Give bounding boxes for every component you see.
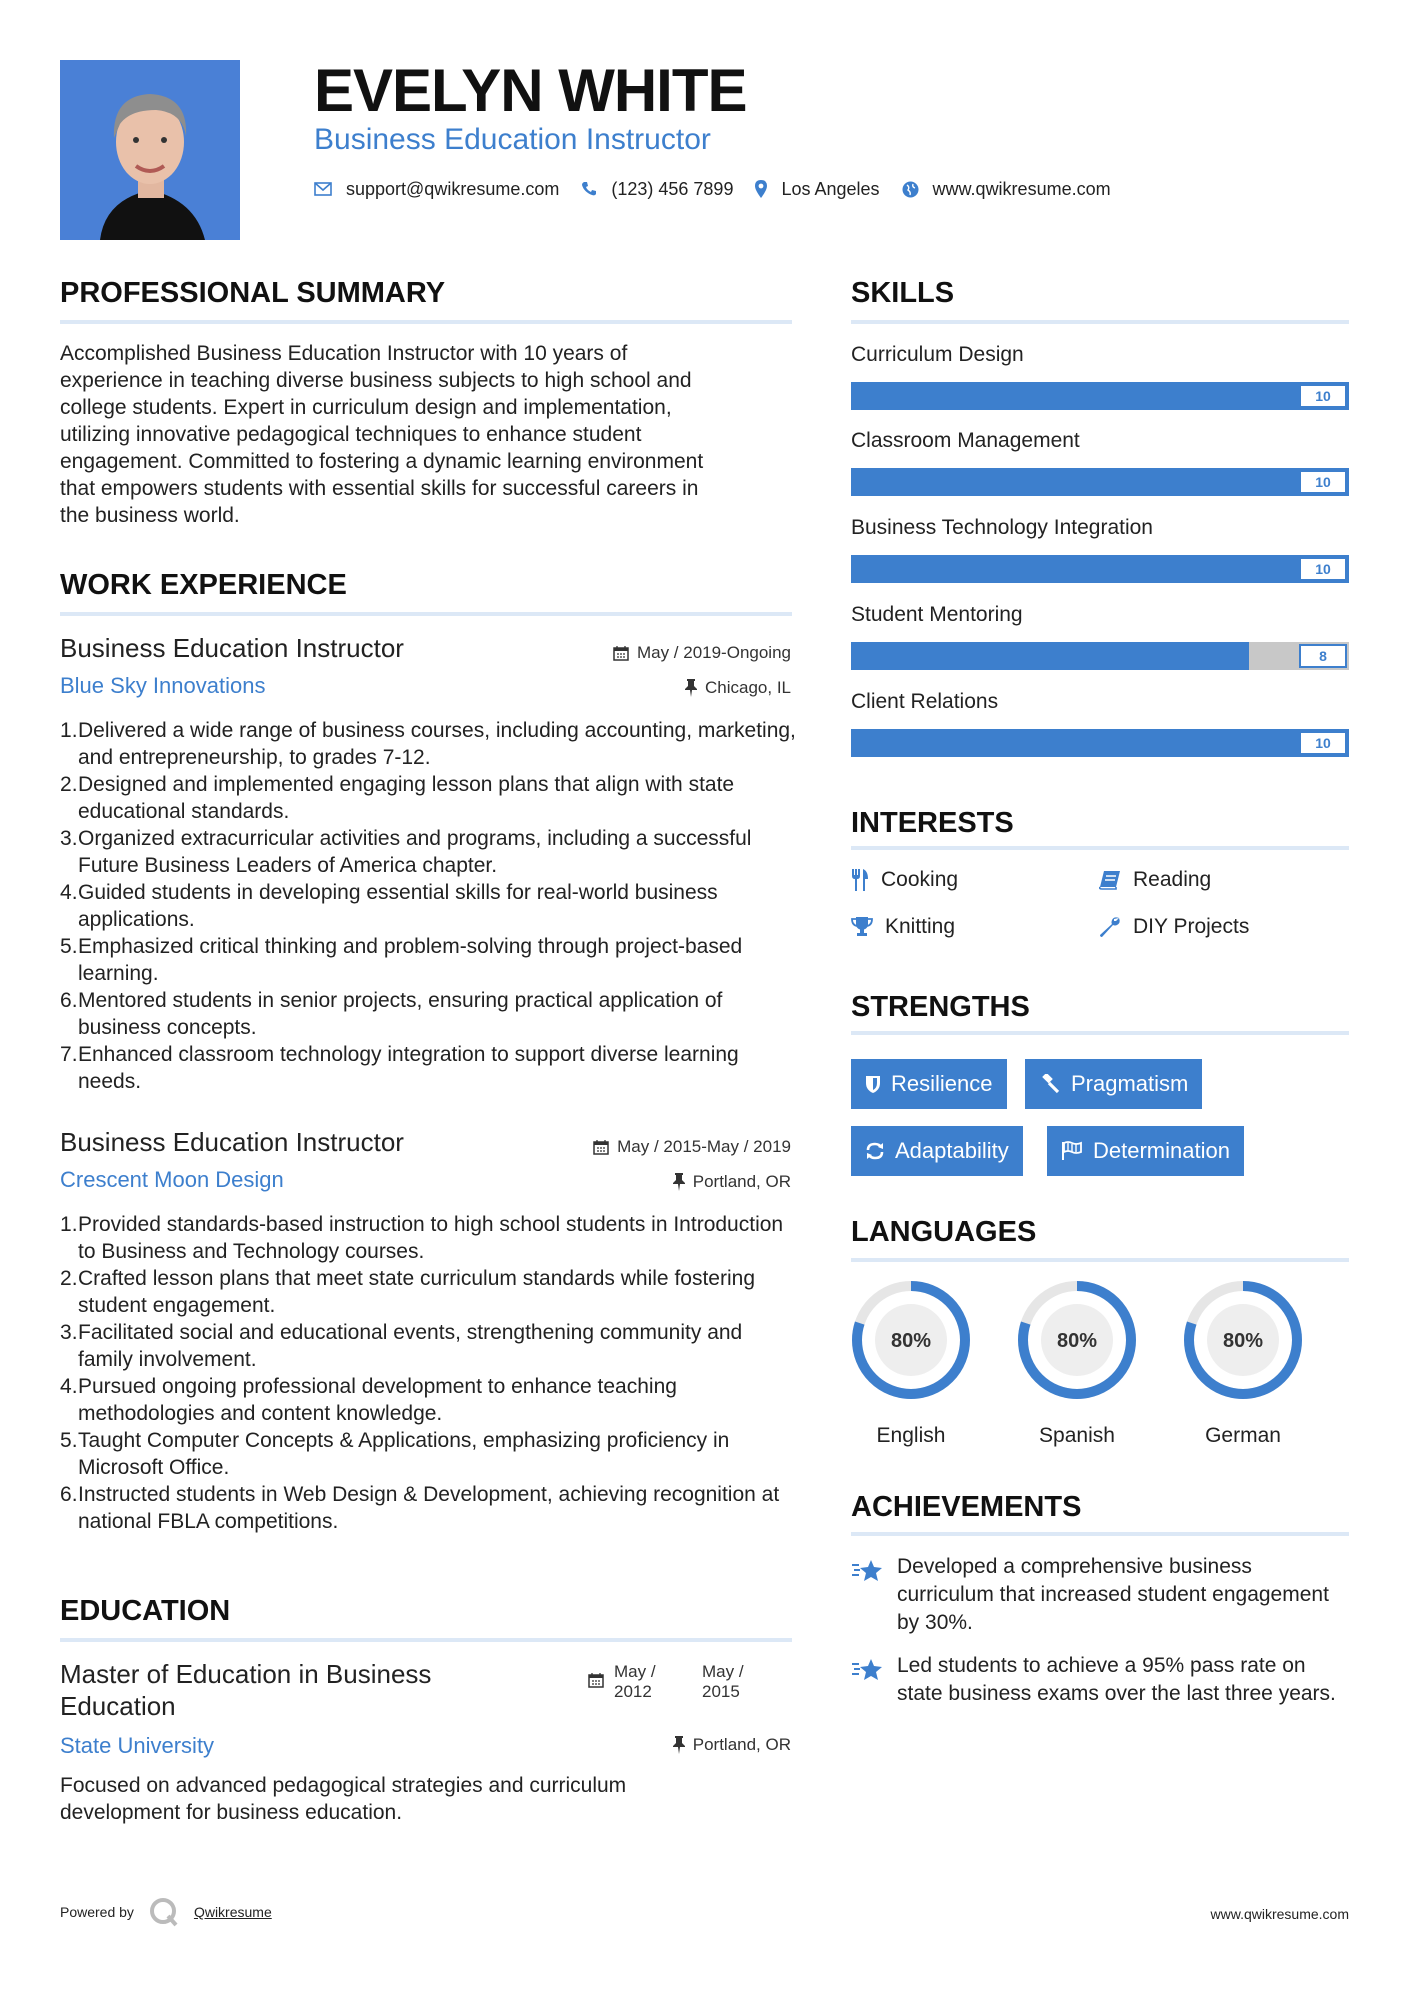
education-description [60, 1772, 800, 1826]
skill-level: 8 [1299, 644, 1347, 668]
summary-text [60, 340, 800, 529]
flag-icon [1061, 1141, 1083, 1161]
degree-line: Education [60, 1691, 176, 1721]
calendar-icon [593, 1139, 609, 1155]
strength-label: Resilience [891, 1071, 993, 1096]
experience-heading: WORK EXPERIENCE [60, 569, 347, 601]
list-item: Provided standards-based instruction to high school students in Introduction to Business and Technology courses. [78, 1213, 784, 1263]
skill-bar [851, 729, 1349, 757]
achievement-item [851, 1652, 1351, 1708]
education-end [702, 1662, 772, 1702]
strength-tag [1025, 1059, 1202, 1109]
pushpin-icon [673, 1736, 685, 1754]
shooting-star-icon [851, 1557, 883, 1583]
qwikresume-logo-icon [148, 1896, 180, 1928]
languages-rule [851, 1258, 1349, 1262]
summary-line: utilizing innovative pedagogical techniques to enhance student [60, 423, 642, 446]
achievements-rule [851, 1532, 1349, 1536]
list-item: Taught Computer Concepts & Applications, emphasizing proficiency in Microsoft Office. [78, 1429, 730, 1479]
strength-tag [1047, 1126, 1244, 1176]
education-start [614, 1662, 702, 1702]
list-item: Emphasized critical thinking and problem-solving through project-based learning. [78, 935, 743, 985]
list-item: Crafted lesson plans that meet state curriculum standards while fostering student engagement. [78, 1267, 755, 1317]
language-item [1017, 1280, 1137, 1449]
brand-link[interactable]: Qwikresume [193, 1904, 272, 1920]
contact-bar [314, 176, 1133, 202]
book-icon [1099, 870, 1121, 890]
degree-title [60, 1658, 431, 1722]
job-location-text: Chicago, IL [705, 678, 791, 697]
skill-bar-fill [851, 729, 1349, 757]
list-item: Guided students in developing essential skills for real-world business applications. [78, 881, 718, 931]
language-percent: 80% [1222, 1330, 1264, 1352]
skill-level: 10 [1299, 470, 1347, 494]
profile-photo [60, 60, 240, 240]
refresh-icon [865, 1141, 885, 1161]
end-month: May / [702, 1662, 744, 1681]
skill-name: Curriculum Design [851, 343, 1024, 366]
trophy-icon [851, 917, 873, 937]
globe-icon [902, 181, 919, 198]
list-item: Pursued ongoing professional development to enhance teaching methodologies and content knowledge. [78, 1375, 677, 1425]
contact-website[interactable] [902, 176, 1111, 202]
summary-line: experience in teaching diverse business subjects to high school and [60, 369, 692, 392]
job-date-text: May / 2015-May / 2019 [617, 1137, 791, 1156]
skill-level: 10 [1299, 731, 1347, 755]
language-percent: 80% [1056, 1330, 1098, 1352]
interest-item [1099, 914, 1249, 940]
candidate-name: EVELYN WHITE [314, 57, 747, 124]
list-item: Facilitated social and educational events, strengthening community and family involvement. [78, 1321, 743, 1371]
language-item [851, 1280, 971, 1449]
footer-powered-by [60, 1896, 272, 1928]
strength-label: Determination [1093, 1138, 1230, 1163]
description-line: development for business education. [60, 1801, 403, 1824]
contact-email[interactable] [314, 176, 559, 202]
skill-name: Business Technology Integration [851, 516, 1153, 539]
company-name: Blue Sky Innovations [60, 673, 266, 698]
email-text: support@qwikresume.com [346, 179, 560, 199]
interest-label: Knitting [885, 915, 956, 938]
footer-url[interactable]: www.qwikresume.com [1210, 1906, 1349, 1922]
strength-tag [851, 1059, 1007, 1109]
job-bullets [60, 1211, 800, 1535]
achievement-text: Led students to achieve a 95% pass rate on state business exams over the last three years. [897, 1654, 1336, 1705]
job-bullets [60, 717, 800, 1095]
job-location-text: Portland, OR [692, 1172, 791, 1191]
envelope-icon [314, 182, 332, 196]
calendar-icon [588, 1672, 604, 1688]
pushpin-icon [673, 1173, 685, 1191]
language-ring [851, 1280, 971, 1400]
language-name: English [876, 1424, 946, 1447]
skills-rule [851, 320, 1349, 324]
wrench-icon [1099, 916, 1121, 938]
strengths-heading: STRENGTHS [851, 991, 1030, 1023]
skill-level: 10 [1299, 384, 1347, 408]
skill-bar [851, 642, 1349, 670]
education-rule [60, 1638, 792, 1642]
interest-label: Cooking [881, 868, 959, 891]
utensils-icon [851, 869, 869, 891]
skill-bar [851, 468, 1349, 496]
list-item: Enhanced classroom technology integration to support diverse learning needs. [78, 1043, 739, 1093]
company-name: Crescent Moon Design [60, 1167, 284, 1192]
contact-phone[interactable] [581, 176, 733, 202]
interests-rule [851, 846, 1349, 850]
job-date [593, 1136, 791, 1158]
job-date [613, 642, 791, 664]
degree-line: Master of Education in Business [60, 1659, 432, 1689]
summary-heading: PROFESSIONAL SUMMARY [60, 277, 446, 309]
education-dates [588, 1662, 772, 1702]
skill-bar-fill [851, 382, 1349, 410]
shooting-star-icon [851, 1656, 883, 1682]
skill-bar-fill [851, 642, 1249, 670]
list-item: Delivered a wide range of business courses, including accounting, marketing, and entrepreneurship, to grades 7-12. [78, 719, 796, 769]
experience-rule [60, 612, 792, 616]
languages-heading: LANGUAGES [851, 1216, 1037, 1248]
language-percent: 80% [890, 1330, 932, 1352]
shield-icon [865, 1075, 881, 1094]
achievement-text: Developed a comprehensive business curriculum that increased student engagement by 30%. [897, 1555, 1329, 1634]
language-item [1183, 1280, 1303, 1449]
interest-item [851, 867, 958, 893]
interest-label: DIY Projects [1133, 915, 1250, 938]
skill-level: 10 [1299, 557, 1347, 581]
strength-label: Pragmatism [1071, 1071, 1189, 1096]
strength-label: Adaptability [895, 1138, 1009, 1163]
map-pin-icon [755, 180, 767, 198]
job-date-text: May / 2019-Ongoing [636, 643, 791, 662]
interest-item [1099, 867, 1211, 893]
interest-label: Reading [1133, 868, 1212, 891]
location-text: Los Angeles [781, 179, 880, 199]
candidate-title: Business Education Instructor [314, 123, 711, 156]
education-heading: EDUCATION [60, 1595, 231, 1627]
skill-bar [851, 555, 1349, 583]
skill-bar-fill [851, 555, 1349, 583]
school-name: State University [60, 1733, 215, 1758]
skills-heading: SKILLS [851, 277, 955, 309]
job-title: Business Education Instructor [60, 633, 404, 663]
summary-rule [60, 320, 792, 324]
strength-tag [851, 1126, 1023, 1176]
strengths-rule [851, 1031, 1349, 1035]
language-name: Spanish [1039, 1424, 1115, 1447]
list-item: Designed and implemented engaging lesson plans that align with state educational standards. [78, 773, 735, 823]
start-month: May / [614, 1662, 656, 1681]
summary-line: engagement. Committed to fostering a dynamic learning environment [60, 450, 704, 473]
skill-name: Student Mentoring [851, 603, 1023, 626]
achievements-heading: ACHIEVEMENTS [851, 1491, 1082, 1523]
contact-location [755, 176, 879, 202]
summary-line: the business world. [60, 504, 240, 527]
education-location-text: Portland, OR [692, 1735, 791, 1754]
language-name: German [1205, 1424, 1281, 1447]
website-text: www.qwikresume.com [932, 179, 1111, 199]
summary-line: Accomplished Business Education Instructor with 10 years of [60, 342, 628, 365]
list-item: Instructed students in Web Design & Development, achieving recognition at national FBLA competitions. [78, 1483, 780, 1533]
job-location [673, 1171, 791, 1193]
interests-heading: INTERESTS [851, 807, 1014, 839]
phone-text: (123) 456 7899 [611, 179, 734, 199]
gavel-icon [1039, 1074, 1061, 1094]
skill-bar [851, 382, 1349, 410]
start-year: 2012 [614, 1682, 652, 1701]
phone-icon [581, 181, 597, 197]
calendar-icon [613, 645, 629, 661]
summary-line: that empowers students with essential skills for successful careers in [60, 477, 699, 500]
list-item: Mentored students in senior projects, ensuring practical application of business concepts. [78, 989, 723, 1039]
language-ring [1183, 1280, 1303, 1400]
skill-name: Classroom Management [851, 429, 1080, 452]
pushpin-icon [685, 679, 697, 697]
language-ring [1017, 1280, 1137, 1400]
skill-name: Client Relations [851, 690, 999, 713]
end-year: 2015 [702, 1682, 740, 1701]
education-location [673, 1734, 791, 1756]
description-line: Focused on advanced pedagogical strategies and curriculum [60, 1774, 627, 1797]
powered-by-label: Powered by [60, 1904, 134, 1920]
job-title: Business Education Instructor [60, 1127, 404, 1157]
list-item: Organized extracurricular activities and programs, including a successful Future Business Leaders of America chapter. [78, 827, 752, 877]
interest-item [851, 914, 955, 940]
achievement-item [851, 1553, 1351, 1637]
summary-line: college students. Expert in curriculum design and implementation, [60, 396, 672, 419]
job-location [685, 677, 791, 699]
skill-bar-fill [851, 468, 1349, 496]
